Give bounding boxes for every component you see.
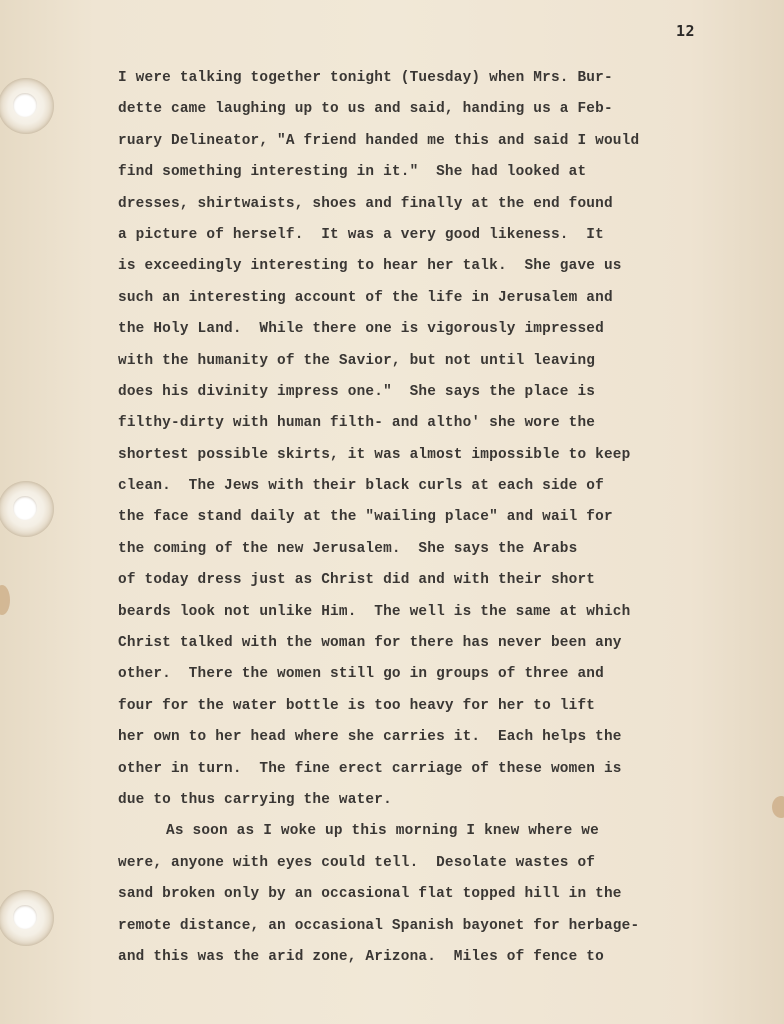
paper-stain-left	[0, 585, 10, 615]
text-line: with the humanity of the Savior, but not until leaving	[118, 352, 596, 369]
text-line: and this was the arid zone, Arizona. Miles of fence to	[118, 948, 604, 965]
binder-hole-bottom	[0, 890, 54, 946]
text-line: remote distance, an occasional Spanish bayonet for herbage-	[118, 917, 640, 934]
text-line: does his divinity impress one." She says the place is	[118, 383, 596, 400]
text-line: find something interesting in it." She had looked at	[118, 164, 587, 181]
text-line: sand broken only by an occasional flat topped hill in the	[118, 886, 622, 903]
text-line: As soon as I woke up this morning I knew where we	[166, 823, 599, 840]
text-line: filthy-dirty with human filth- and altho' she wore the	[118, 415, 596, 432]
text-line: I were talking together tonight (Tuesday) when Mrs. Bur-	[118, 70, 613, 86]
binder-hole-top	[0, 78, 54, 134]
binder-hole-middle	[0, 481, 54, 537]
text-line: beards look not unlike Him. The well is the same at which	[118, 603, 631, 620]
text-line: such an interesting account of the life in Jerusalem and	[118, 289, 613, 306]
text-line: four for the water bottle is too heavy for her to lift	[118, 697, 596, 714]
typed-letter-body	[118, 63, 698, 973]
page-number: 12	[676, 22, 696, 40]
text-line: is exceedingly interesting to hear her talk. She gave us	[118, 258, 622, 275]
paper-stain-right	[772, 796, 784, 818]
text-line: dresses, shirtwaists, shoes and finally at the end found	[118, 195, 613, 212]
text-line: the coming of the new Jerusalem. She says the Arabs	[118, 540, 578, 557]
text-line: the Holy Land. While there one is vigorously impressed	[118, 321, 604, 338]
text-line: dette came laughing up to us and said, handing us a Feb-	[118, 101, 613, 118]
text-line: clean. The Jews with their black curls at each side of	[118, 478, 604, 495]
text-line: other. There the women still go in groups of three and	[118, 666, 604, 683]
text-line: ruary Delineator, "A friend handed me this and said I would	[118, 132, 640, 149]
text-line: of today dress just as Christ did and with their short	[118, 572, 596, 589]
text-line: were, anyone with eyes could tell. Desolate wastes of	[118, 854, 596, 871]
text-line: other in turn. The fine erect carriage of these women is	[118, 760, 622, 777]
text-line: the face stand daily at the "wailing place" and wail for	[118, 509, 613, 526]
text-line: her own to her head where she carries it. Each helps the	[118, 729, 622, 746]
text-line: a picture of herself. It was a very good likeness. It	[118, 226, 604, 243]
text-line: due to thus carrying the water.	[118, 791, 392, 808]
text-line: Christ talked with the woman for there has never been any	[118, 635, 622, 652]
text-line: shortest possible skirts, it was almost impossible to keep	[118, 446, 631, 463]
